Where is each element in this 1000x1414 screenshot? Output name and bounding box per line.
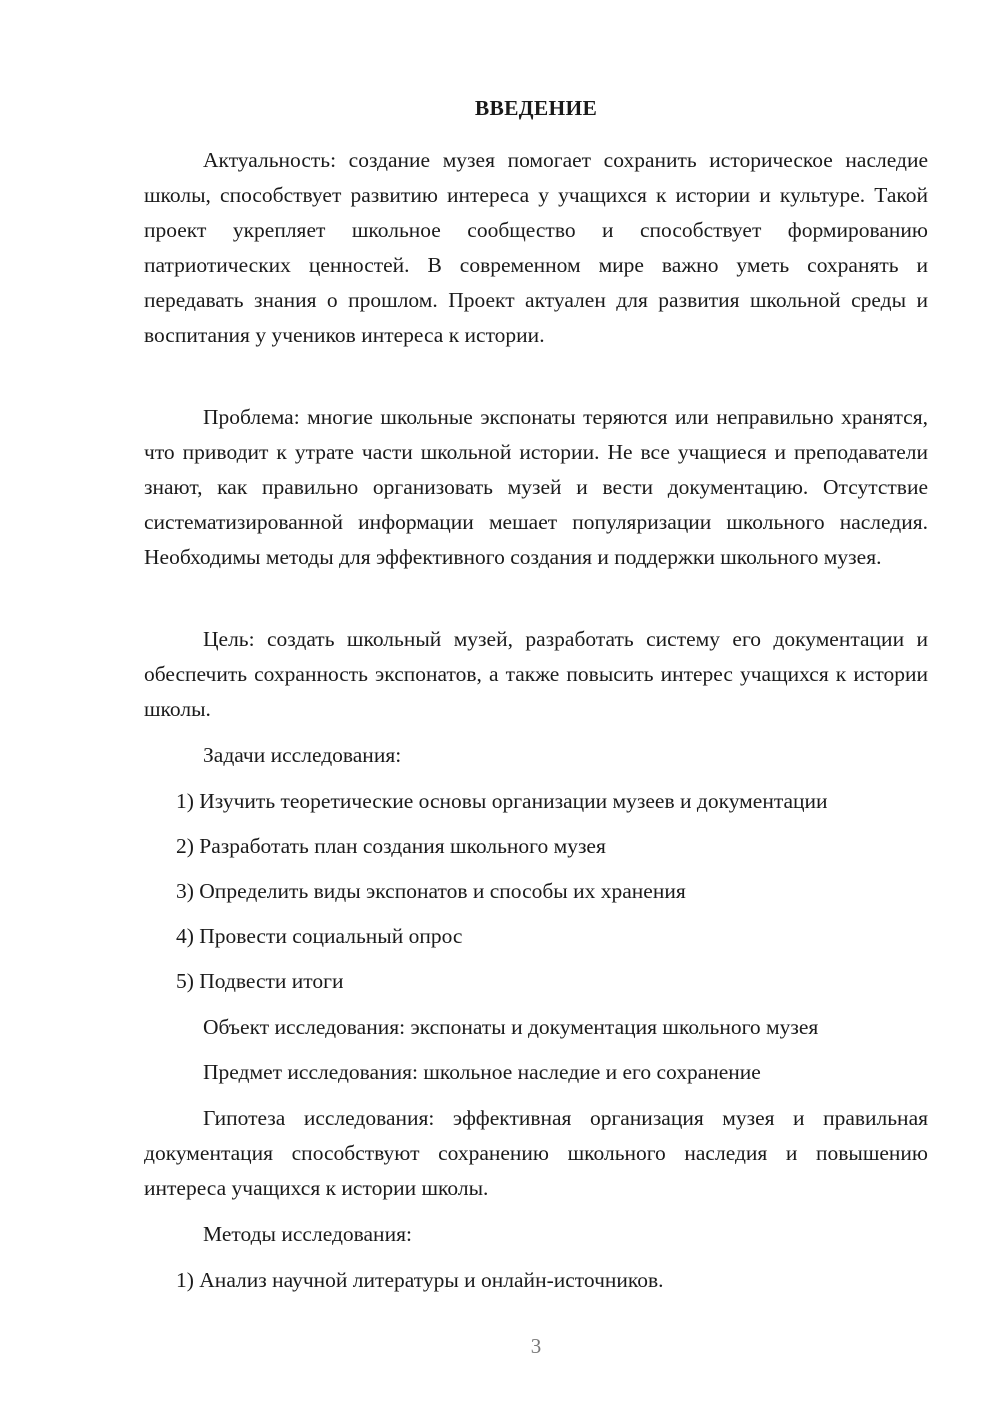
task-item: 3) Определить виды экспонатов и способы их хранения: [176, 879, 686, 903]
section-title: ВВЕДЕНИЕ: [474, 96, 598, 120]
tasks-list: [176, 784, 828, 1009]
task-item: 4) Провести социальный опрос: [176, 924, 463, 948]
task-item: 5) Подвести итоги: [176, 969, 344, 993]
tasks-heading: Задачи исследования:: [203, 743, 402, 767]
task-item: 1) Изучить теоретические основы организации музеев и документации: [176, 789, 828, 813]
goal-paragraph: Цель: создать школьный музей, разработать систему его документации и обеспечить сохранность экспонатов, а также повысить интерес учащихся к истории школы.: [144, 627, 928, 721]
task-item: 2) Разработать план создания школьного музея: [176, 834, 606, 858]
relevance-paragraph: Актуальность: создание музея помогает сохранить историческое наследие школы, способствует развитию интереса у учащихся к истории и культуре. Такой проект укрепляет школьное сообщество и способствует формированию патриотических ценностей. В современном мире важно уметь сохранять и передавать знания о прошлом. Проект актуален для развития школьной среды и воспитания у учеников интереса к истории.: [144, 148, 928, 347]
page-number: 3: [530, 1334, 542, 1358]
hypothesis-paragraph: Гипотеза исследования: эффективная организация музея и правильная документация способствуют сохранению школьного наследия и повышению интереса учащихся к истории школы.: [144, 1106, 928, 1200]
methods-list: [176, 1263, 664, 1308]
method-item: 1) Анализ научной литературы и онлайн-источников.: [176, 1268, 664, 1292]
methods-heading: Методы исследования:: [203, 1222, 412, 1246]
problem-paragraph: Проблема: многие школьные экспонаты теряются или неправильно хранятся, что приводит к утрате части школьной истории. Не все учащиеся и преподаватели знают, как правильно организовать музей и вести документацию. Отсутствие систематизированной информации мешает популяризации школьного наследия. Необходимы методы для эффективного создания и поддержки школьного музея.: [144, 405, 928, 569]
research-object: Объект исследования: экспонаты и документация школьного музея: [203, 1015, 819, 1039]
research-subject: Предмет исследования: школьное наследие и его сохранение: [203, 1060, 761, 1084]
